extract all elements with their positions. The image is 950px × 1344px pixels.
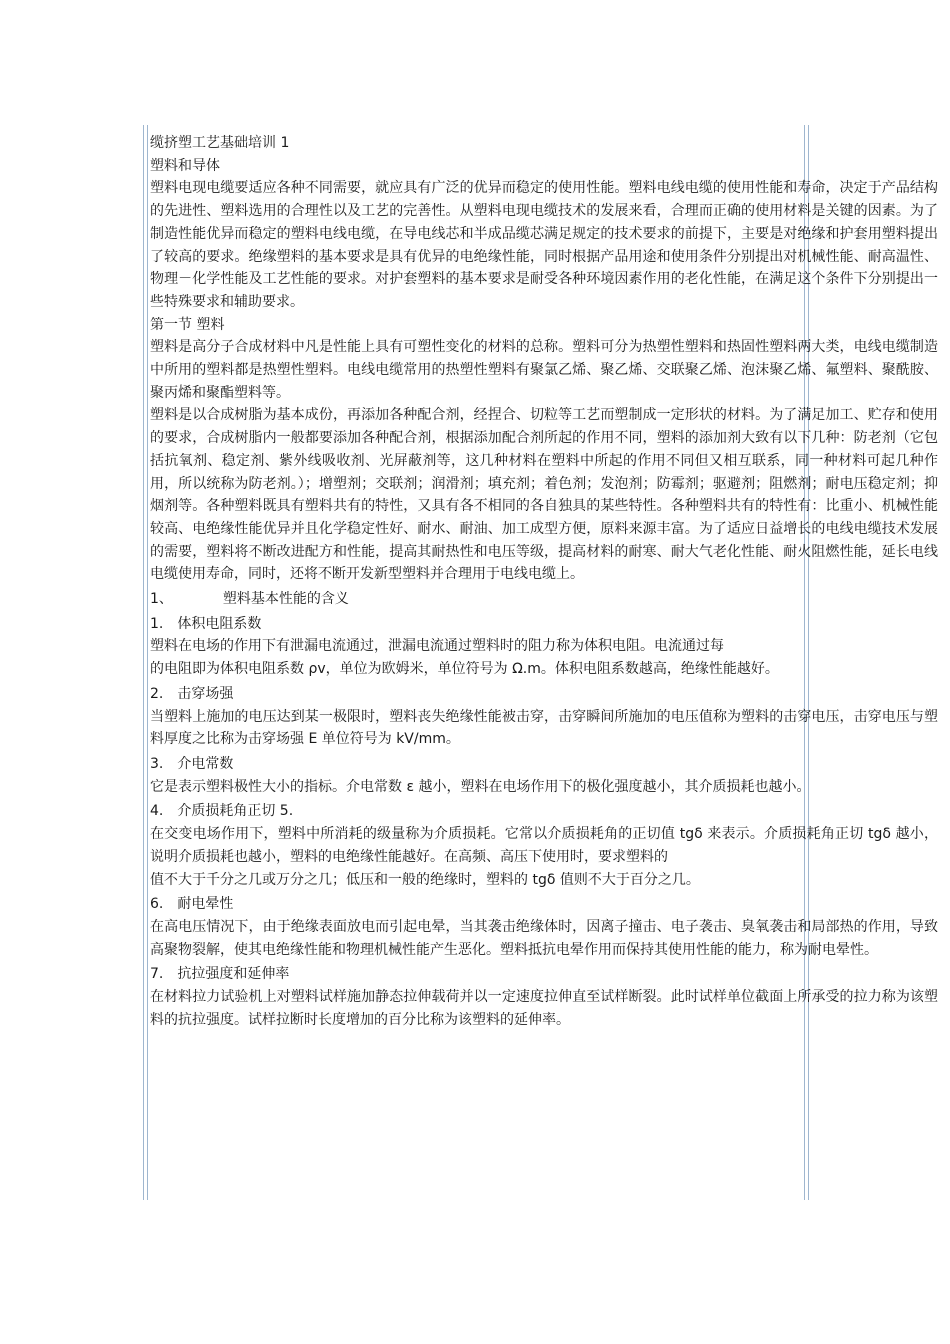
property-number: 1. — [150, 615, 164, 632]
document-body — [150, 132, 938, 1031]
property-number: 3. — [150, 755, 164, 772]
intro-paragraph: 塑料电现电缆要适应各种不同需要，就应具有广泛的优异而稳定的使用性能。塑料电线电缆的使用性能和寿命，决定于产品结构的先进性、塑料选用的合理性以及工艺的完善性。从塑料电现电缆技术的发展来看，合理而正确的使用材料是关键的因素。为了制造性能优异而稳定的塑料电线电缆，在导电线芯和半成品缆芯满足规定的技术要求的前提下，主要是对绝缘和护套用塑料提出了较高的要求。绝缘塑料的基本要求是具有优异的电绝缘性能，同时根据产品用途和使用条件分别提出对机械性能、耐高温性、物理－化学性能及工艺性能的要求。对护套塑料的基本要求是耐受各种环境因素作用的老化性能，在满足这个条件下分别提出一些特殊要求和辅助要求。 — [150, 180, 938, 310]
list-heading-text: 塑料基本性能的含义 — [222, 591, 349, 608]
property-heading — [150, 611, 938, 636]
property-heading — [150, 798, 938, 823]
property-text-line: 值不大于千分之几或万分之几；低压和一般的绝缘时，塑料的 tgδ 值则不大于百分之几。 — [150, 871, 700, 888]
property-number: 6. — [150, 896, 164, 913]
property-title: 击穿场强 — [177, 685, 234, 702]
property-number: 2. — [150, 685, 164, 702]
property-text-line: 当塑料上施加的电压达到某一极限时，塑料丧失绝缘性能被击穿，击穿瞬间所施加的电压值称为塑料的击穿电压，击穿电压与塑料厚度之比称为击穿场强 E 单位符号为 kV/mm。 — [150, 708, 938, 748]
property-title: 体积电阻系数 — [177, 615, 262, 632]
list-heading — [150, 586, 938, 611]
margin-guide-left-outer — [143, 125, 144, 1200]
property-text-line: 它是表示塑料极性大小的指标。介电常数 ε 越小，塑料在电场作用下的极化强度越小，其介质损耗也越小。 — [150, 778, 811, 795]
property-text-line: 在材料拉力试验机上对塑料试样施加静态拉伸载荷并以一定速度拉伸直至试样断裂。此时试样单位截面上所承受的拉力称为该塑料的抗拉强度。试样拉断时长度增加的百分比称为该塑料的延伸率。 — [150, 989, 938, 1028]
property-text-line: 在交变电场作用下，塑料中所消耗的级量称为介质损耗。它常以介质损耗角的正切值 tgδ 来表示。介质损耗角正切 tgδ 越小，说明介质损耗也越小，塑料的电绝缘性能越好。在高频、高压下使用时，要求塑料的 — [150, 826, 938, 865]
property-heading — [150, 681, 938, 706]
paragraph-plastics-definition: 塑料是高分子合成材料中凡是性能上具有可塑性变化的材料的总称。塑料可分为热塑性塑料和热固性塑料两大类，电线电缆制造中所用的塑料都是热塑性塑料。电线电缆常用的热塑性塑料有聚氯乙烯、聚乙烯、交联聚乙烯、泡沫聚乙烯、氟塑料、聚酰胺、聚丙烯和聚酯塑料等。 — [150, 339, 938, 401]
property-text-line: 塑料在电场的作用下有泄漏电流通过，泄漏电流通过塑料时的阻力称为体积电阻。电流通过每 — [150, 638, 724, 655]
property-title: 介电常数 — [177, 755, 234, 772]
property-heading — [150, 891, 938, 916]
list-heading-number: 1、 — [150, 591, 173, 608]
property-title: 抗拉强度和延伸率 — [177, 966, 290, 983]
property-title: 介质损耗角正切 5. — [177, 803, 294, 820]
paragraph-plastics-additives: 塑料是以合成树脂为基本成份，再添加各种配合剂，经捏合、切粒等工艺而塑制成一定形状的材料。为了满足加工、贮存和使用的要求，合成树脂内一般都要添加各种配合剂，根据添加配合剂所起的作用不同，塑料的添加剂大致有以下几种：防老剂（它包括抗氧剂、稳定剂、紫外线吸收剂、光屏蔽剂等，这几种材料在塑料中所起的作用不同但又相互联系，同一种材料可起几种作用，所以统称为防老剂。）；增塑剂；交联剂；润滑剂；填充剂；着色剂；发泡剂；防霉剂；驱避剂；阻燃剂；耐电压稳定剂；抑烟剂等。各种塑料既具有塑料共有的特性，又具有各不相同的各自独具的某些特性。各种塑料共有的特性有：比重小、机械性能较高、电绝缘性能优异并且化学稳定性好、耐水、耐油、加工成型方便，原料来源丰富。为了适应日益增长的电线电缆技术发展的需要，塑料将不断改进配方和性能，提高其耐热性和电压等级，提高材料的耐寒、耐大气老化性能、耐火阻燃性能，延长电线电缆使用寿命，同时，还将不断开发新型塑料并合理用于电线电缆上。 — [150, 407, 938, 583]
section-heading: 塑料和导体 — [150, 157, 220, 174]
document-title: 缆挤塑工艺基础培训 1 — [150, 135, 290, 151]
property-heading — [150, 751, 938, 776]
property-heading — [150, 961, 938, 986]
chapter-heading: 第一节 塑料 — [150, 316, 225, 333]
property-number: 7. — [150, 966, 164, 983]
property-number: 4. — [150, 803, 164, 820]
property-title: 耐电晕性 — [177, 896, 234, 913]
property-text-line: 的电阻即为体积电阻系数 ρv，单位为欧姆米，单位符号为 Ω.m。体积电阻系数越高，绝缘性能越好。 — [150, 661, 779, 678]
margin-guide-left-inner — [147, 125, 148, 1200]
property-text-line: 在高电压情况下，由于绝缘表面放电而引起电晕，当其袭击绝缘体时，因离子撞击、电子袭击、臭氧袭击和局部热的作用，导致高聚物裂解，使其电绝缘性能和物理机械性能产生恶化。塑料抵抗电晕作用而保持其使用性能的能力，称为耐电晕性。 — [150, 918, 938, 958]
